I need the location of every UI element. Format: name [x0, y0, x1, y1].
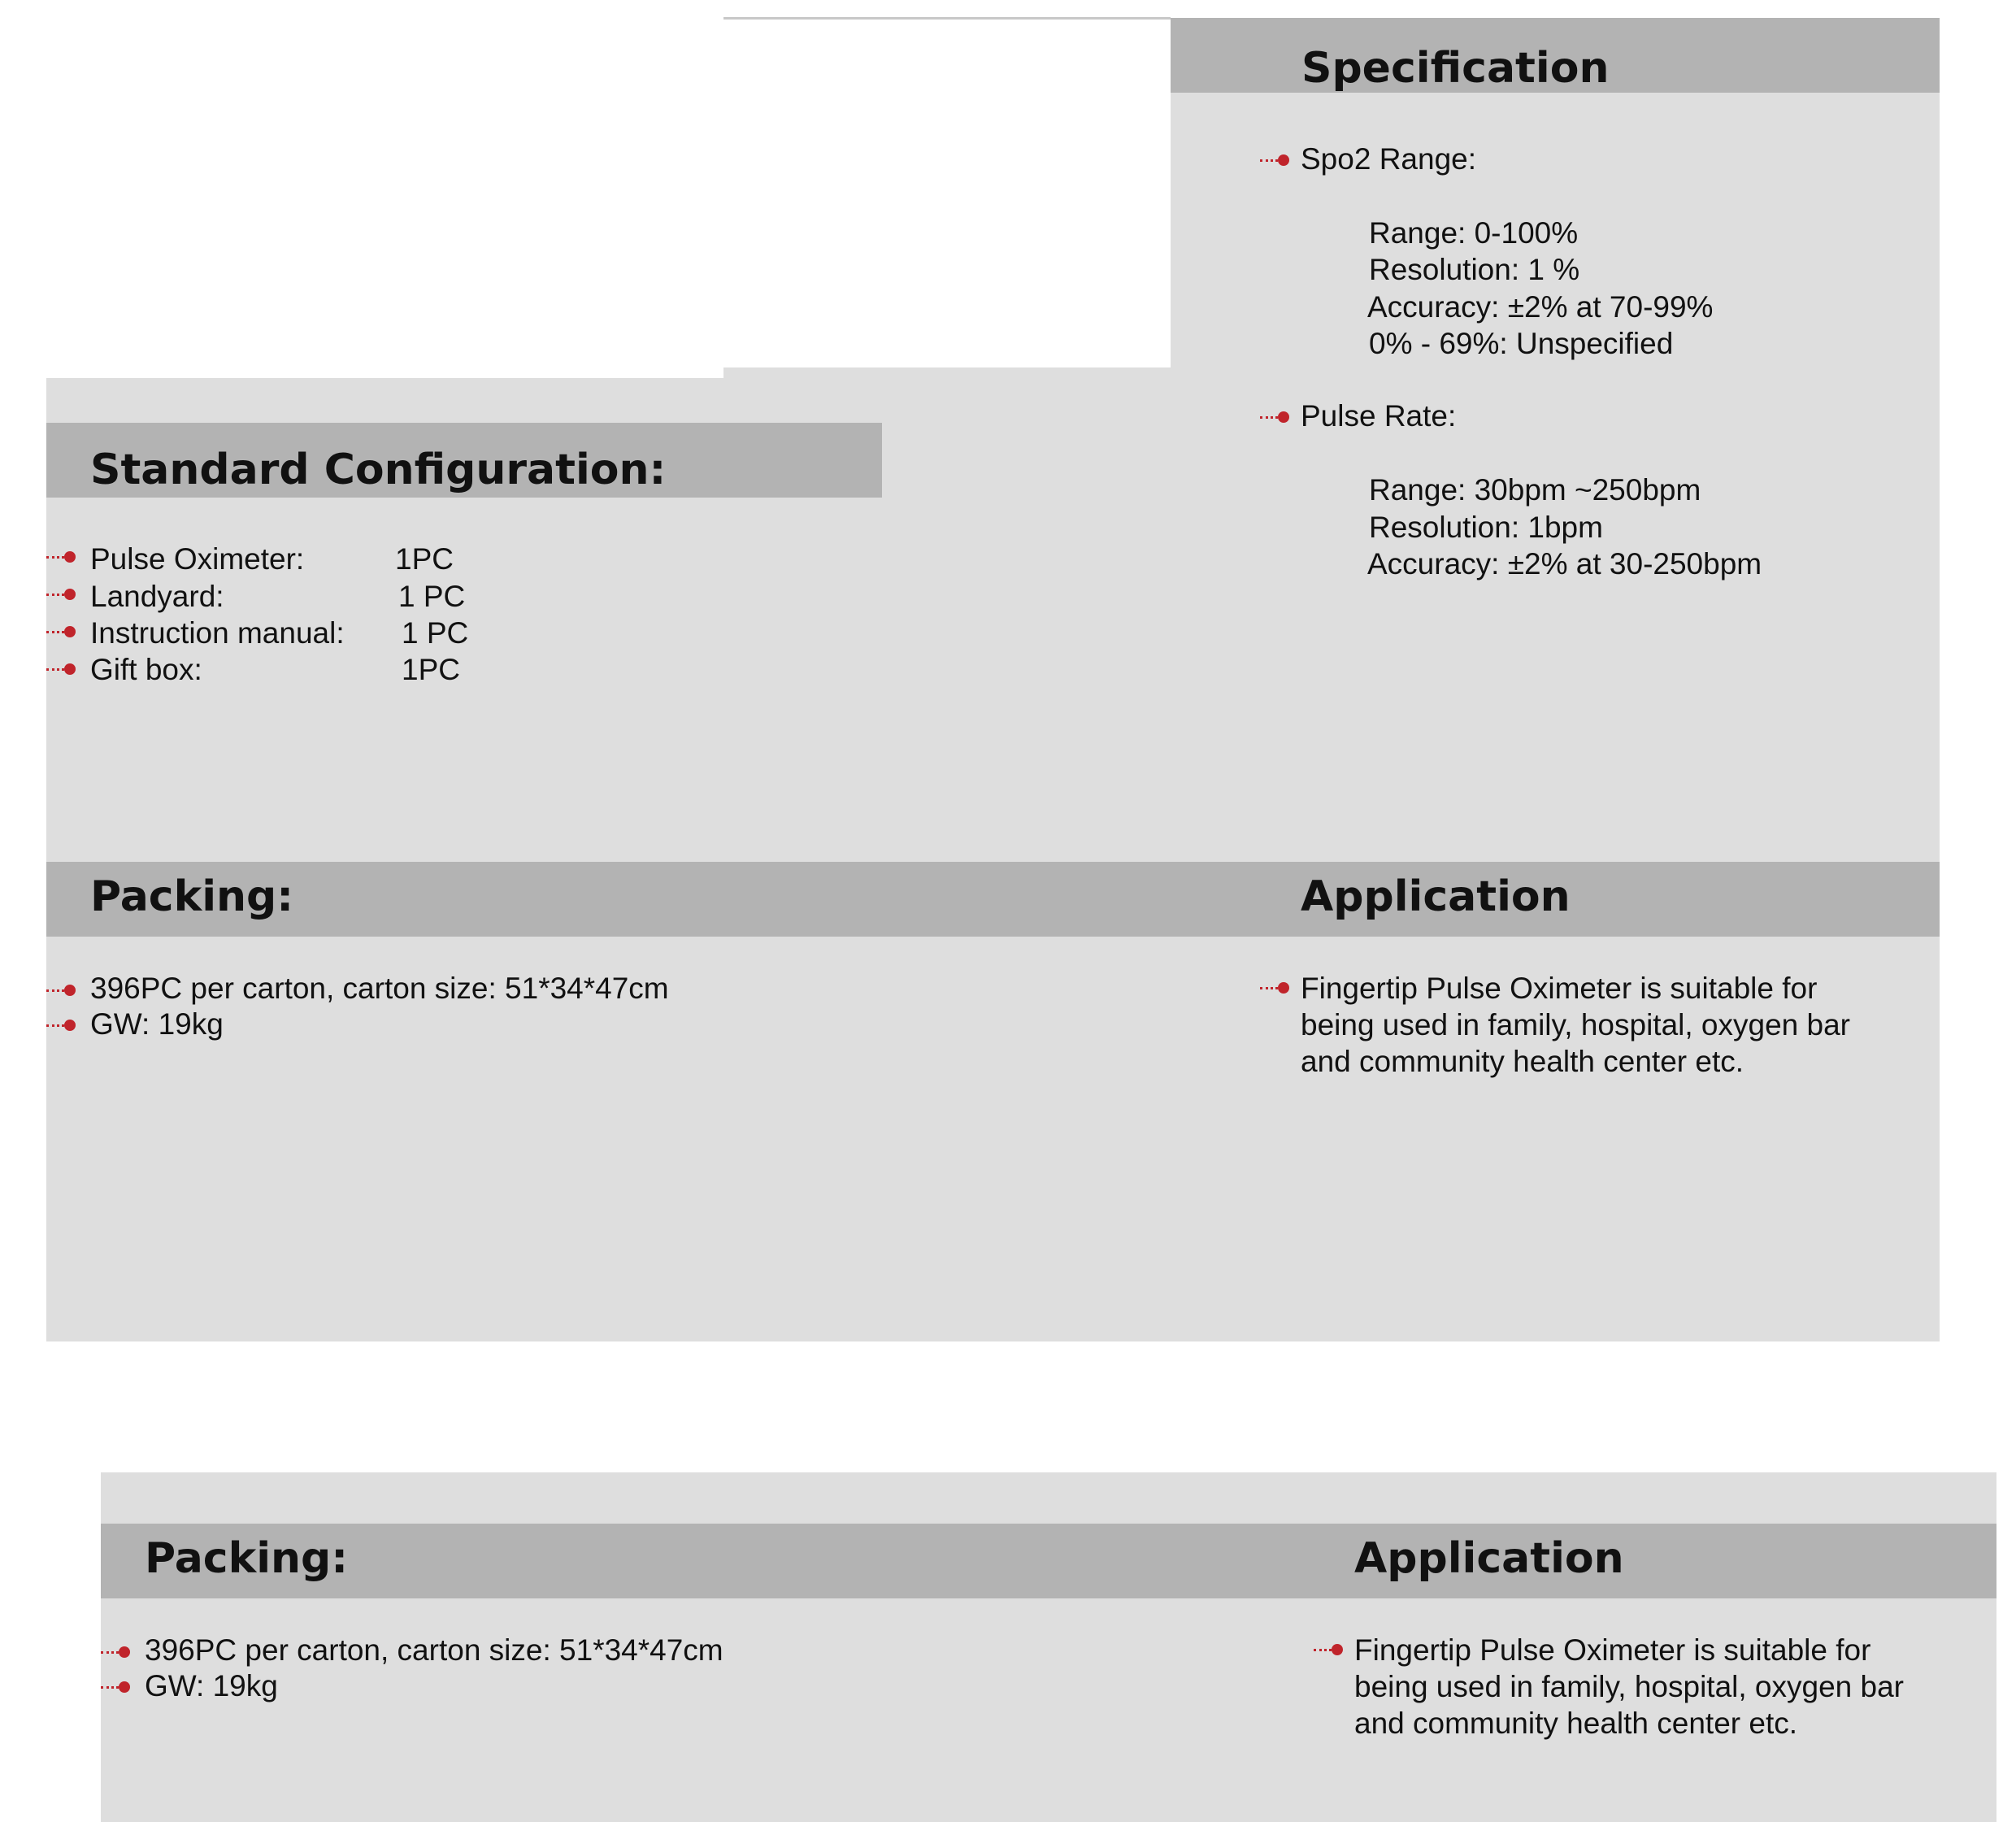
application-line: and community health center etc.	[1301, 1045, 1744, 1078]
packing-title: Packing:	[145, 1534, 349, 1583]
bullet-icon	[46, 661, 79, 677]
spo2-label: Spo2 Range:	[1301, 142, 1477, 176]
spo2-accuracy: Accuracy: ±2% at 70-99%	[1367, 290, 1714, 324]
bullet-icon	[46, 982, 79, 998]
packing-item: 396PC per carton, carton size: 51*34*47cm	[145, 1633, 723, 1667]
packing-item: GW: 19kg	[90, 1007, 224, 1041]
config-item-name: Pulse Oximeter:	[90, 542, 305, 576]
section1-header	[46, 862, 1940, 937]
config-item-name: Gift box:	[90, 653, 202, 686]
config-item-name: Landyard:	[90, 580, 224, 613]
bullet-icon	[101, 1644, 133, 1660]
pulse-range: Range: 30bpm ~250bpm	[1369, 473, 1701, 507]
bullet-icon	[1260, 152, 1293, 168]
spo2-unspecified: 0% - 69%: Unspecified	[1369, 327, 1674, 360]
application-line: being used in family, hospital, oxygen bar	[1301, 1008, 1850, 1041]
config-item-qty: 1 PC	[402, 616, 469, 650]
application-line: being used in family, hospital, oxygen bar	[1354, 1670, 1904, 1703]
bullet-icon	[1260, 409, 1293, 425]
section2-header	[101, 1524, 1996, 1598]
application-line: and community health center etc.	[1354, 1707, 1798, 1740]
application-line: Fingertip Pulse Oximeter is suitable for	[1354, 1633, 1871, 1667]
specification-title: Specification	[1301, 44, 1610, 93]
application-title: Application	[1301, 872, 1571, 921]
bullet-icon	[1260, 980, 1293, 996]
bullet-icon	[46, 1017, 79, 1033]
bullet-icon	[46, 624, 79, 640]
config-panel	[46, 378, 1940, 1341]
bullet-icon	[101, 1679, 133, 1695]
application-title: Application	[1354, 1534, 1624, 1583]
bullet-icon	[46, 549, 79, 565]
pulse-accuracy: Accuracy: ±2% at 30-250bpm	[1367, 547, 1762, 581]
top-divider	[723, 17, 1171, 20]
bullet-icon	[1314, 1642, 1346, 1658]
packing-item: 396PC per carton, carton size: 51*34*47cm	[90, 972, 669, 1005]
config-item-qty: 1 PC	[398, 580, 466, 613]
config-item-name: Instruction manual:	[90, 616, 345, 650]
pulse-resolution: Resolution: 1bpm	[1369, 511, 1603, 544]
config-item-qty: 1PC	[395, 542, 454, 576]
config-item-qty: 1PC	[402, 653, 460, 686]
packing-title: Packing:	[90, 872, 294, 921]
spo2-range: Range: 0-100%	[1369, 216, 1579, 250]
pulse-label: Pulse Rate:	[1301, 399, 1457, 433]
config-title: Standard Configuration:	[90, 446, 667, 494]
bullet-icon	[46, 586, 79, 602]
application-line: Fingertip Pulse Oximeter is suitable for	[1301, 972, 1818, 1005]
packing-item: GW: 19kg	[145, 1669, 278, 1702]
spo2-resolution: Resolution: 1 %	[1369, 253, 1580, 286]
